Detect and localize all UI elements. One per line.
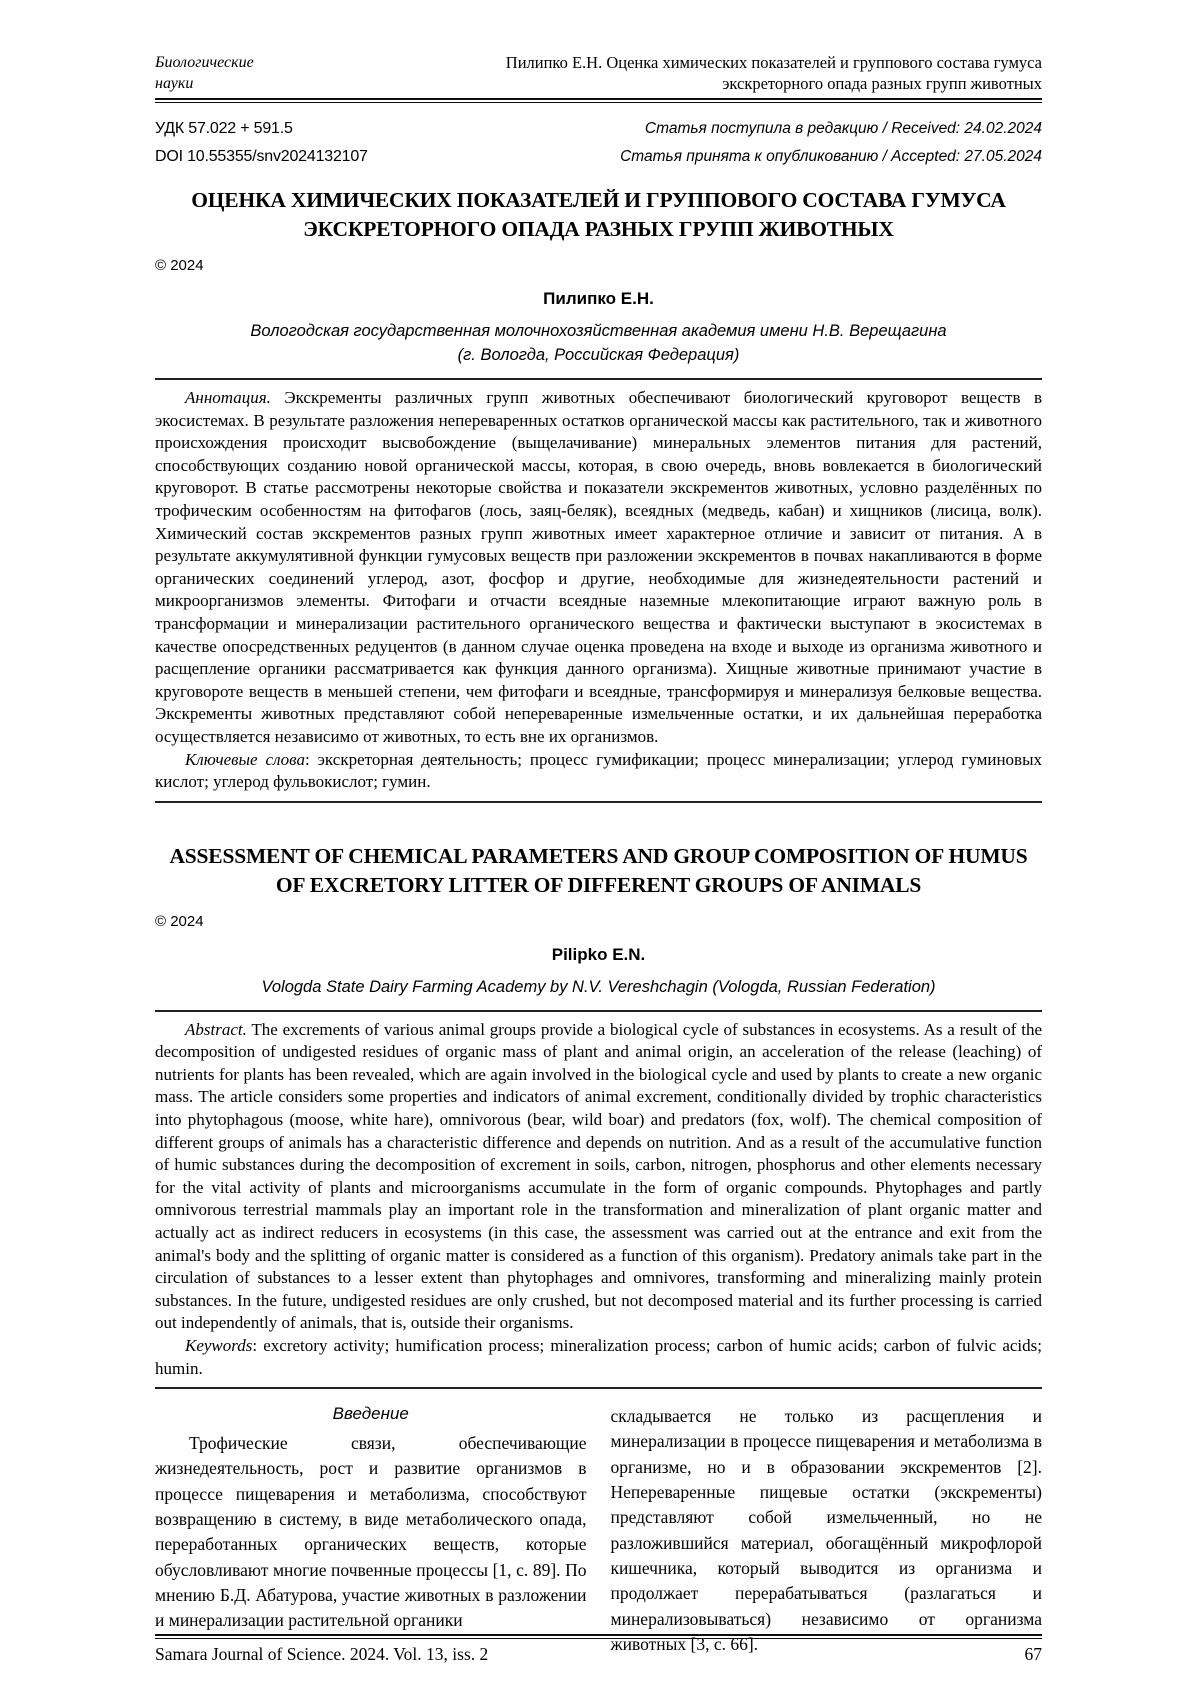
page-footer [155, 1634, 1042, 1665]
meta-row-doi [155, 148, 1042, 166]
article-title-ru [155, 186, 1042, 244]
udc-number: УДК 57.022 + 591.5 [155, 120, 293, 137]
article-title-ru-line2: ЭКСКРЕТОРНОГО ОПАДА РАЗНЫХ ГРУПП ЖИВОТНЫХ [303, 217, 894, 241]
running-head [155, 52, 1042, 94]
article-title-ru-line1: ОЦЕНКА ХИМИЧЕСКИХ ПОКАЗАТЕЛЕЙ И ГРУППОВОГО СОСТАВА ГУМУСА [191, 188, 1006, 212]
divider-rule [155, 1387, 1042, 1389]
article-title-en [155, 842, 1042, 900]
affiliation-ru-line2: (г. Вологда, Российская Федерация) [457, 346, 740, 364]
introduction-heading: Введение [332, 1404, 409, 1424]
keywords-ru [155, 749, 1042, 794]
running-head-section-line2: науки [155, 75, 194, 92]
running-head-article-line1: Пилипко Е.Н. Оценка химических показателей и группового состава гумуса [505, 53, 1042, 72]
running-head-section-line1: Биологические [155, 54, 254, 71]
keywords-text-en: : excretory activity; humification process; mineralization process; carbon of humic acids; carbon of fulvic acids; humin. [155, 1336, 1042, 1378]
abstract-text-ru: Экскременты различных групп животных обеспечивают биологический круговорот веществ в экосистемах. В результате разложения непереваренных остатков органической массы как растительного, так и животного происхождения происходит высвобождение (выщелачивание) минеральных элементов питания для растений, способствующих созданию новой органической массы, которая, в свою очередь, вновь вовлекается в биологический круговорот. В статье рассмотрены некоторые свойства и показатели экскрементов животных, условно разделённых по трофическим особенностям на фитофагов (лось, заяц-беляк), всеядных (медведь, кабан) и хищников (лисица, волк). Химический состав экскрементов разных групп животных имеет характерное отличие и зависит от питания. А в результате аккумулятивной функции гумусовых веществ при разложении экскрементов в почвах накапливаются в форме органических соединений углерод, азот, фосфор и другие, необходимые для жизнедеятельности растений и микроорганизмов элементы. Фитофаги и отчасти всеядные наземные млекопитающие играют важную роль в трансформации и минерализации растительного органического вещества и фактически выступают в экосистемах в качестве опосредственных редуцентов (в данном случае оценка проведена на входе и выходе из организма животного и расщепление органики рассматривается как функция данного организма). Хищные животные принимают участие в круговороте веществ в меньшей степени, чем фитофаги и всеядные, трансформируя и минерализуя белковые вещества. Экскременты животных представляют собой непереваренные измельченные остатки, и их дальнейшая переработка осуществляется независимо от животных, то есть вне их организмов. [155, 388, 1042, 746]
introduction-right-column [611, 1404, 1043, 1657]
running-head-article [506, 52, 1042, 94]
running-head-section [155, 52, 254, 94]
abstract-text-en: The excrements of various animal groups provide a biological cycle of substances in ecosystems. As a result of the decomposition of undigested residues of organic mass of plant and animal origin, an acceleration of the release (leaching) of nutrients for plants has been revealed, which are again involved in the biological cycle and used by plants to create a new organic mass. The article considers some properties and indicators of animal excrement, conditionally divided by trophic characteristics into phytophagous (moose, white hare), omnivorous (bear, wild boar) and predators (fox, wolf). The chemical composition of different groups of animals has a characteristic difference and depends on nutrition. And as a result of the accumulative function of humic substances during the decomposition of excrement in soils, carbon, nitrogen, phosphorus and other elements necessary for the vital activity of plants and microorganisms accumulate in the form of organic compounds. Phytophages and partly omnivorous terrestrial mammals play an important role in the transformation and mineralization of plant organic matter and actually act as indirect reducers in ecosystems (in this case, the assessment was carried out at the entrance and exit from the animal's body and the splitting of organic matter is considered as a function of this organism). Predatory animals take part in the circulation of substances to a lesser extent than phytophages and omnivores, transforming and mineralizing mainly protein substances. In the future, undigested residues are only crushed, but not decomposed material and its further processing is carried out independently of animals, that is, outside their organisms. [155, 1019, 1042, 1333]
affiliation-ru [155, 320, 1042, 366]
copyright-ru: © 2024 [155, 257, 204, 274]
divider-rule [155, 378, 1042, 380]
author-en: Pilipko E.N. [551, 944, 646, 964]
abstract-en [155, 1019, 1042, 1335]
introduction-left-column [155, 1404, 587, 1657]
keywords-en [155, 1335, 1042, 1380]
affiliation-en: Vologda State Dairy Farming Academy by N.V. Vereshchagin (Vologda, Russian Federation) [261, 977, 936, 996]
keywords-label-en: Keywords [185, 1336, 253, 1355]
divider-rule [155, 801, 1042, 803]
footer-rule [155, 1634, 1042, 1639]
footer-row [155, 1644, 1042, 1665]
keywords-text-ru: : экскреторная деятельность; процесс гумификации; процесс минерализации; углерод гуминовых кислот; углерод фульвокислот; гумин. [155, 749, 1042, 792]
accepted-date: Статья принята к опубликованию / Accepted: 27.05.2024 [620, 148, 1042, 165]
running-head-article-line2: экскреторного опада разных групп животных [722, 74, 1042, 93]
meta-row-udc [155, 120, 1042, 138]
received-date: Статья поступила в редакцию / Received: 24.02.2024 [644, 120, 1042, 137]
footer-page-number: 67 [1024, 1644, 1042, 1664]
divider-rule [155, 1010, 1042, 1012]
affiliation-ru-line1: Вологодская государственная молочнохозяйственная академия имени Н.В. Верещагина [250, 322, 947, 340]
abstract-ru [155, 387, 1042, 749]
keywords-label-ru: Ключевые слова [185, 749, 305, 769]
author-ru: Пилипко Е.Н. [543, 289, 654, 308]
header-rule [155, 98, 1042, 103]
abstract-label-ru: Аннотация. [185, 388, 271, 407]
introduction-section [155, 1404, 1042, 1657]
introduction-left-paragraph: Трофические связи, обеспечивающие жизнедеятельность, рост и развитие организмов в процессе пищеварения и метаболизма, способствуют возвращению в систему, в виде метаболического опада, переработанных органических веществ, которые обусловливают многие почвенные процессы [1, с. 89]. По мнению Б.Д. Абатурова, участие животных в разложении и минерализации растительной органики [155, 1433, 587, 1631]
footer-journal: Samara Journal of Science. 2024. Vol. 13, iss. 2 [155, 1644, 489, 1664]
introduction-right-paragraph: складывается не только из расщепления и минерализации в процессе пищеварения и метаболизма в организме, но и в образовании экскрементов [2]. Непереваренные пищевые остатки (экскременты) представляют собой измельченный, но не разложившийся материал, обогащённый микрофлорой кишечника, который выводится из организма и продолжает перерабатываться (разлагаться и минерализовываться) независимо от организма животных [3, с. 66]. [610, 1406, 1042, 1654]
doi-number: DOI 10.55355/snv2024132107 [155, 148, 368, 165]
article-title-en-line1: ASSESSMENT OF CHEMICAL PARAMETERS AND GROUP COMPOSITION OF HUMUS [169, 843, 1028, 868]
copyright-en: © 2024 [155, 912, 204, 930]
abstract-label-en: Abstract. [185, 1019, 247, 1039]
article-title-en-line2: OF EXCRETORY LITTER OF DIFFERENT GROUPS OF ANIMALS [275, 872, 922, 897]
